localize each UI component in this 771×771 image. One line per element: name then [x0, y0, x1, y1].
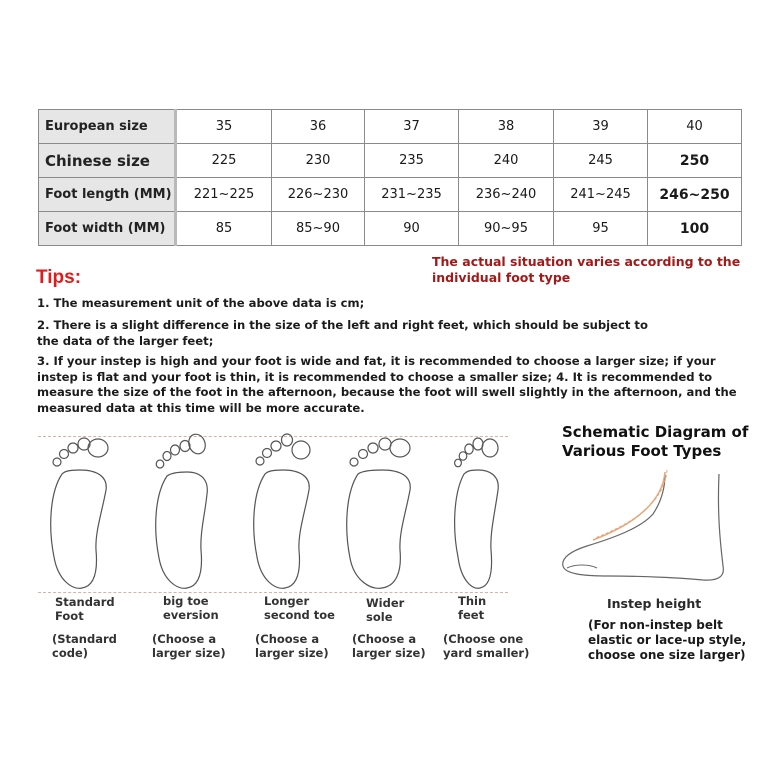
table-cell: 246~250: [648, 178, 742, 212]
tip-3: 3. If your instep is high and your foot is wide and fat, it is recommended to choose a larger size; if your instep is flat and your foot is thin, it is recommended to choose a smaller size; 4. It is recommended to measure the size of the foot in the afternoon, because the foot will swell slightly in the afternoon, and the measured data at this time will be more accurate.: [37, 354, 737, 415]
foot-type-note: The actual situation varies according to the individual foot type: [432, 254, 741, 285]
thin-foot-icon: [438, 432, 518, 592]
table-cell: 37: [365, 110, 459, 144]
table-cell: 90: [365, 212, 459, 246]
table-cell: 39: [554, 110, 648, 144]
table-cell: 226~230: [272, 178, 365, 212]
instep-note: (For non-instep belt elastic or lace-up style, choose one size larger): [588, 618, 747, 662]
table-cell: 90~95: [459, 212, 554, 246]
foot-length-row: [39, 178, 742, 212]
wider-sole-foot-icon: [340, 432, 420, 592]
foot-type-name: Thin feet: [458, 594, 487, 622]
table-cell: 241~245: [554, 178, 648, 212]
longer-second-toe-foot-icon: [243, 432, 323, 592]
european-size-row: [39, 110, 742, 144]
standard-foot-icon: [40, 432, 120, 592]
foot-type-name: Standard Foot: [55, 595, 115, 623]
table-cell: 236~240: [459, 178, 554, 212]
row-label: Chinese size: [39, 144, 176, 178]
instep-height-label: Instep height: [607, 596, 702, 611]
tip-2: 2. There is a slight difference in the size of the left and right feet, which should be subject to the data of the larger feet;: [37, 318, 648, 348]
foot-type-name: Wider sole: [366, 596, 405, 624]
row-label: European size: [39, 110, 176, 144]
foot-type-hint: (Choose a larger size): [152, 632, 226, 660]
foot-type-name: big toe eversion: [163, 594, 219, 622]
foot-type-name: Longer second toe: [264, 594, 335, 622]
schematic-title: Schematic Diagram of Various Foot Types: [562, 423, 749, 460]
table-cell: 38: [459, 110, 554, 144]
foot-width-row: [39, 212, 742, 246]
table-cell: 250: [648, 144, 742, 178]
table-cell: 225: [176, 144, 272, 178]
foot-type-hint: (Choose a larger size): [255, 632, 329, 660]
table-cell: 245: [554, 144, 648, 178]
table-cell: 221~225: [176, 178, 272, 212]
table-cell: 100: [648, 212, 742, 246]
table-cell: 230: [272, 144, 365, 178]
tips-title: Tips:: [36, 267, 82, 288]
table-cell: 231~235: [365, 178, 459, 212]
row-label: Foot width (MM): [39, 212, 176, 246]
table-cell: 235: [365, 144, 459, 178]
tip-1: 1. The measurement unit of the above data is cm;: [37, 296, 365, 310]
table-cell: 35: [176, 110, 272, 144]
chinese-size-row: [39, 144, 742, 178]
table-cell: 240: [459, 144, 554, 178]
foot-type-hint: (Choose one yard smaller): [443, 632, 530, 660]
big-toe-eversion-foot-icon: [143, 432, 223, 592]
foot-type-hint: (Choose a larger size): [352, 632, 426, 660]
size-table: [38, 109, 742, 246]
table-cell: 36: [272, 110, 365, 144]
foot-type-hint: (Standard code): [52, 632, 117, 660]
table-cell: 85~90: [272, 212, 365, 246]
row-label: Foot length (MM): [39, 178, 176, 212]
bottom-guide-line: [38, 592, 508, 593]
table-cell: 40: [648, 110, 742, 144]
instep-height-diagram-icon: [553, 468, 731, 588]
table-cell: 85: [176, 212, 272, 246]
table-cell: 95: [554, 212, 648, 246]
